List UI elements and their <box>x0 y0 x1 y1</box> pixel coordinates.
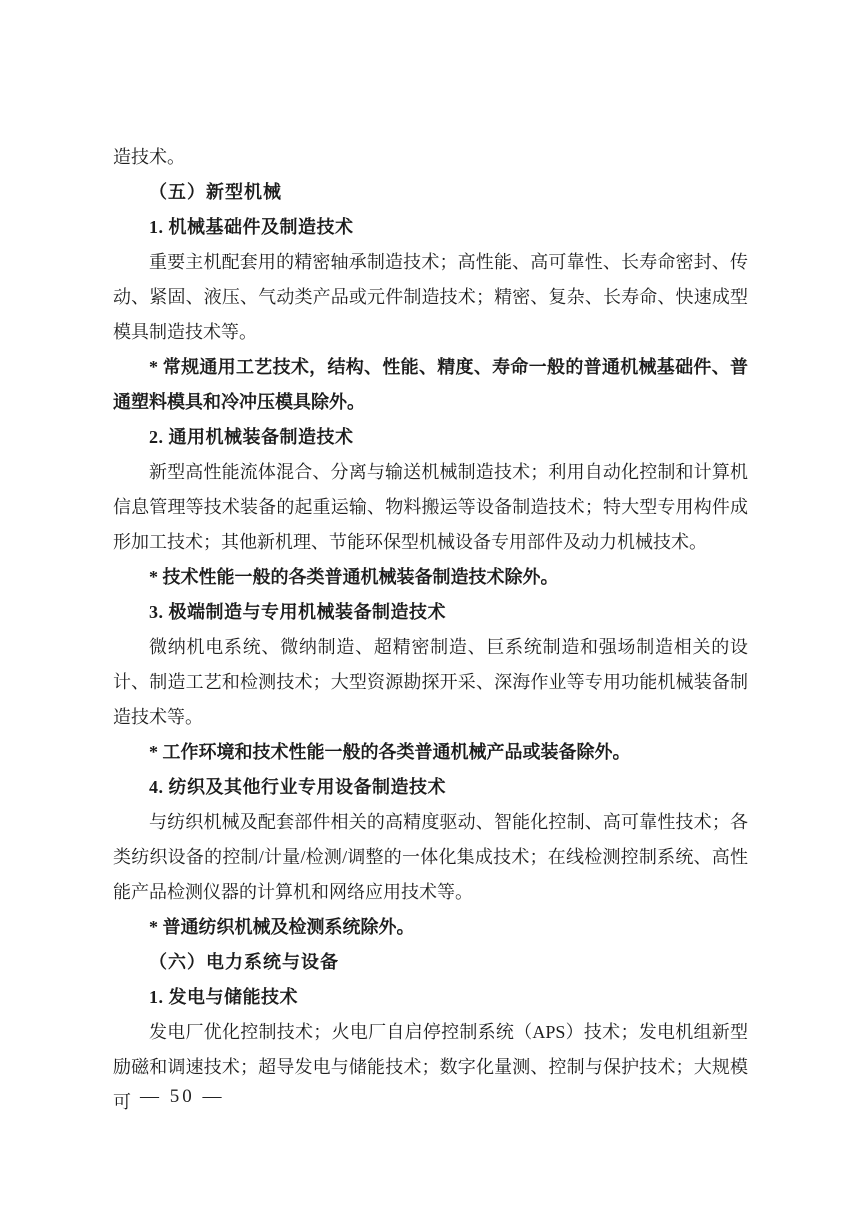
exclusion: * 普通纺织机械及检测系统除外。 <box>149 917 415 937</box>
paragraph: 微纳机电系统、微纳制造、超精密制造、巨系统制造和强场制造相关的设计、制造工艺和检测技术；大型资源勘探开采、深海作业等专用功能机械装备制造技术等。 <box>113 637 748 727</box>
exclusion: * 常规通用工艺技术，结构、性能、精度、寿命一般的普通机械基础件、普通塑料模具和冷冲压模具除外。 <box>113 357 748 412</box>
page-number: — 50 — <box>140 1086 225 1107</box>
sub-heading: 1. 发电与储能技术 <box>149 987 298 1007</box>
continuation: 造技术。 <box>113 147 185 167</box>
paragraph: 重要主机配套用的精密轴承制造技术；高性能、高可靠性、长寿命密封、传动、紧固、液压、气动类产品或元件制造技术；精密、复杂、长寿命、快速成型模具制造技术等。 <box>113 252 748 342</box>
sub-heading: 1. 机械基础件及制造技术 <box>149 217 354 237</box>
sub-heading: 2. 通用机械装备制造技术 <box>149 427 354 447</box>
section-heading: （五）新型机械 <box>149 182 282 202</box>
document-content <box>113 140 748 1120</box>
paragraph: 发电厂优化控制技术；火电厂自启停控制系统（APS）技术；发电机组新型励磁和调速技术；超导发电与储能技术；数字化量测、控制与保护技术；大规模可 <box>113 1022 748 1112</box>
paragraph: 新型高性能流体混合、分离与输送机械制造技术；利用自动化控制和计算机信息管理等技术装备的起重运输、物料搬运等设备制造技术；特大型专用构件成形加工技术；其他新机理、节能环保型机械设备专用部件及动力机械技术。 <box>113 462 748 552</box>
exclusion: * 工作环境和技术性能一般的各类普通机械产品或装备除外。 <box>149 742 631 762</box>
page-footer <box>140 1083 225 1111</box>
exclusion: * 技术性能一般的各类普通机械装备制造技术除外。 <box>149 567 559 587</box>
section-heading: （六）电力系统与设备 <box>149 952 339 972</box>
paragraph: 与纺织机械及配套部件相关的高精度驱动、智能化控制、高可靠性技术；各类纺织设备的控制/计量/检测/调整的一体化集成技术；在线检测控制系统、高性能产品检测仪器的计算机和网络应用技术等。 <box>113 812 748 902</box>
sub-heading: 4. 纺织及其他行业专用设备制造技术 <box>149 777 446 797</box>
sub-heading: 3. 极端制造与专用机械装备制造技术 <box>149 602 446 622</box>
